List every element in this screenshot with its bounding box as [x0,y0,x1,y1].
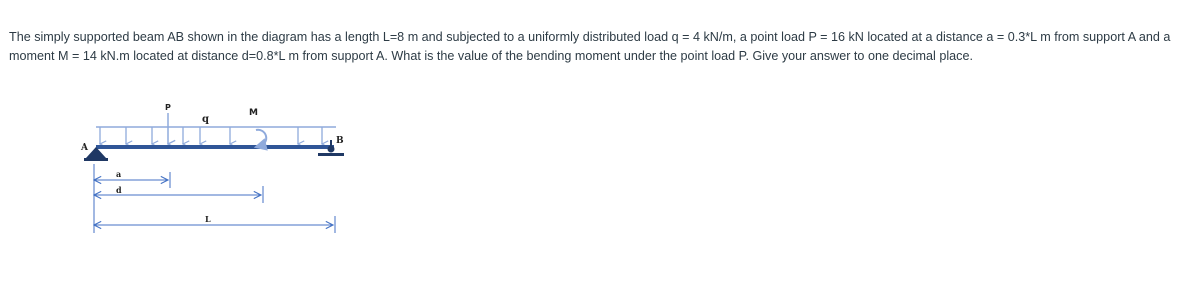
udl-label: q [202,114,209,125]
udl-arrows [100,127,322,144]
support-b-roller [328,146,335,153]
moment-label: M [249,108,258,118]
distributed-load [96,114,336,144]
dim-l-label: L [205,214,211,224]
dim-a-label: a [116,169,122,179]
support-b-base [318,153,344,156]
support-a-base [84,158,108,161]
moment-arc [256,130,266,146]
dimension-lines [94,164,335,233]
support-b-label: B [336,136,344,146]
question-line-2: moment M = 14 kN.m located at distance d=0.8*L m from support A. What is the value of the bending moment under the point load P. Give your answer to one decimal place. [9,49,973,63]
point-load [165,103,171,144]
point-load-label: P [165,103,171,112]
beam [96,145,334,149]
question-line-1: The simply supported beam AB shown in the diagram has a length L=8 m and subjected to a uniformly distributed load q = 4 kN/m, a point load P = 16 kN located at a distance a = 0.3*L m from support A and a [9,30,1171,44]
support-a-label: A [81,143,88,153]
dim-d-label: d [116,185,122,195]
